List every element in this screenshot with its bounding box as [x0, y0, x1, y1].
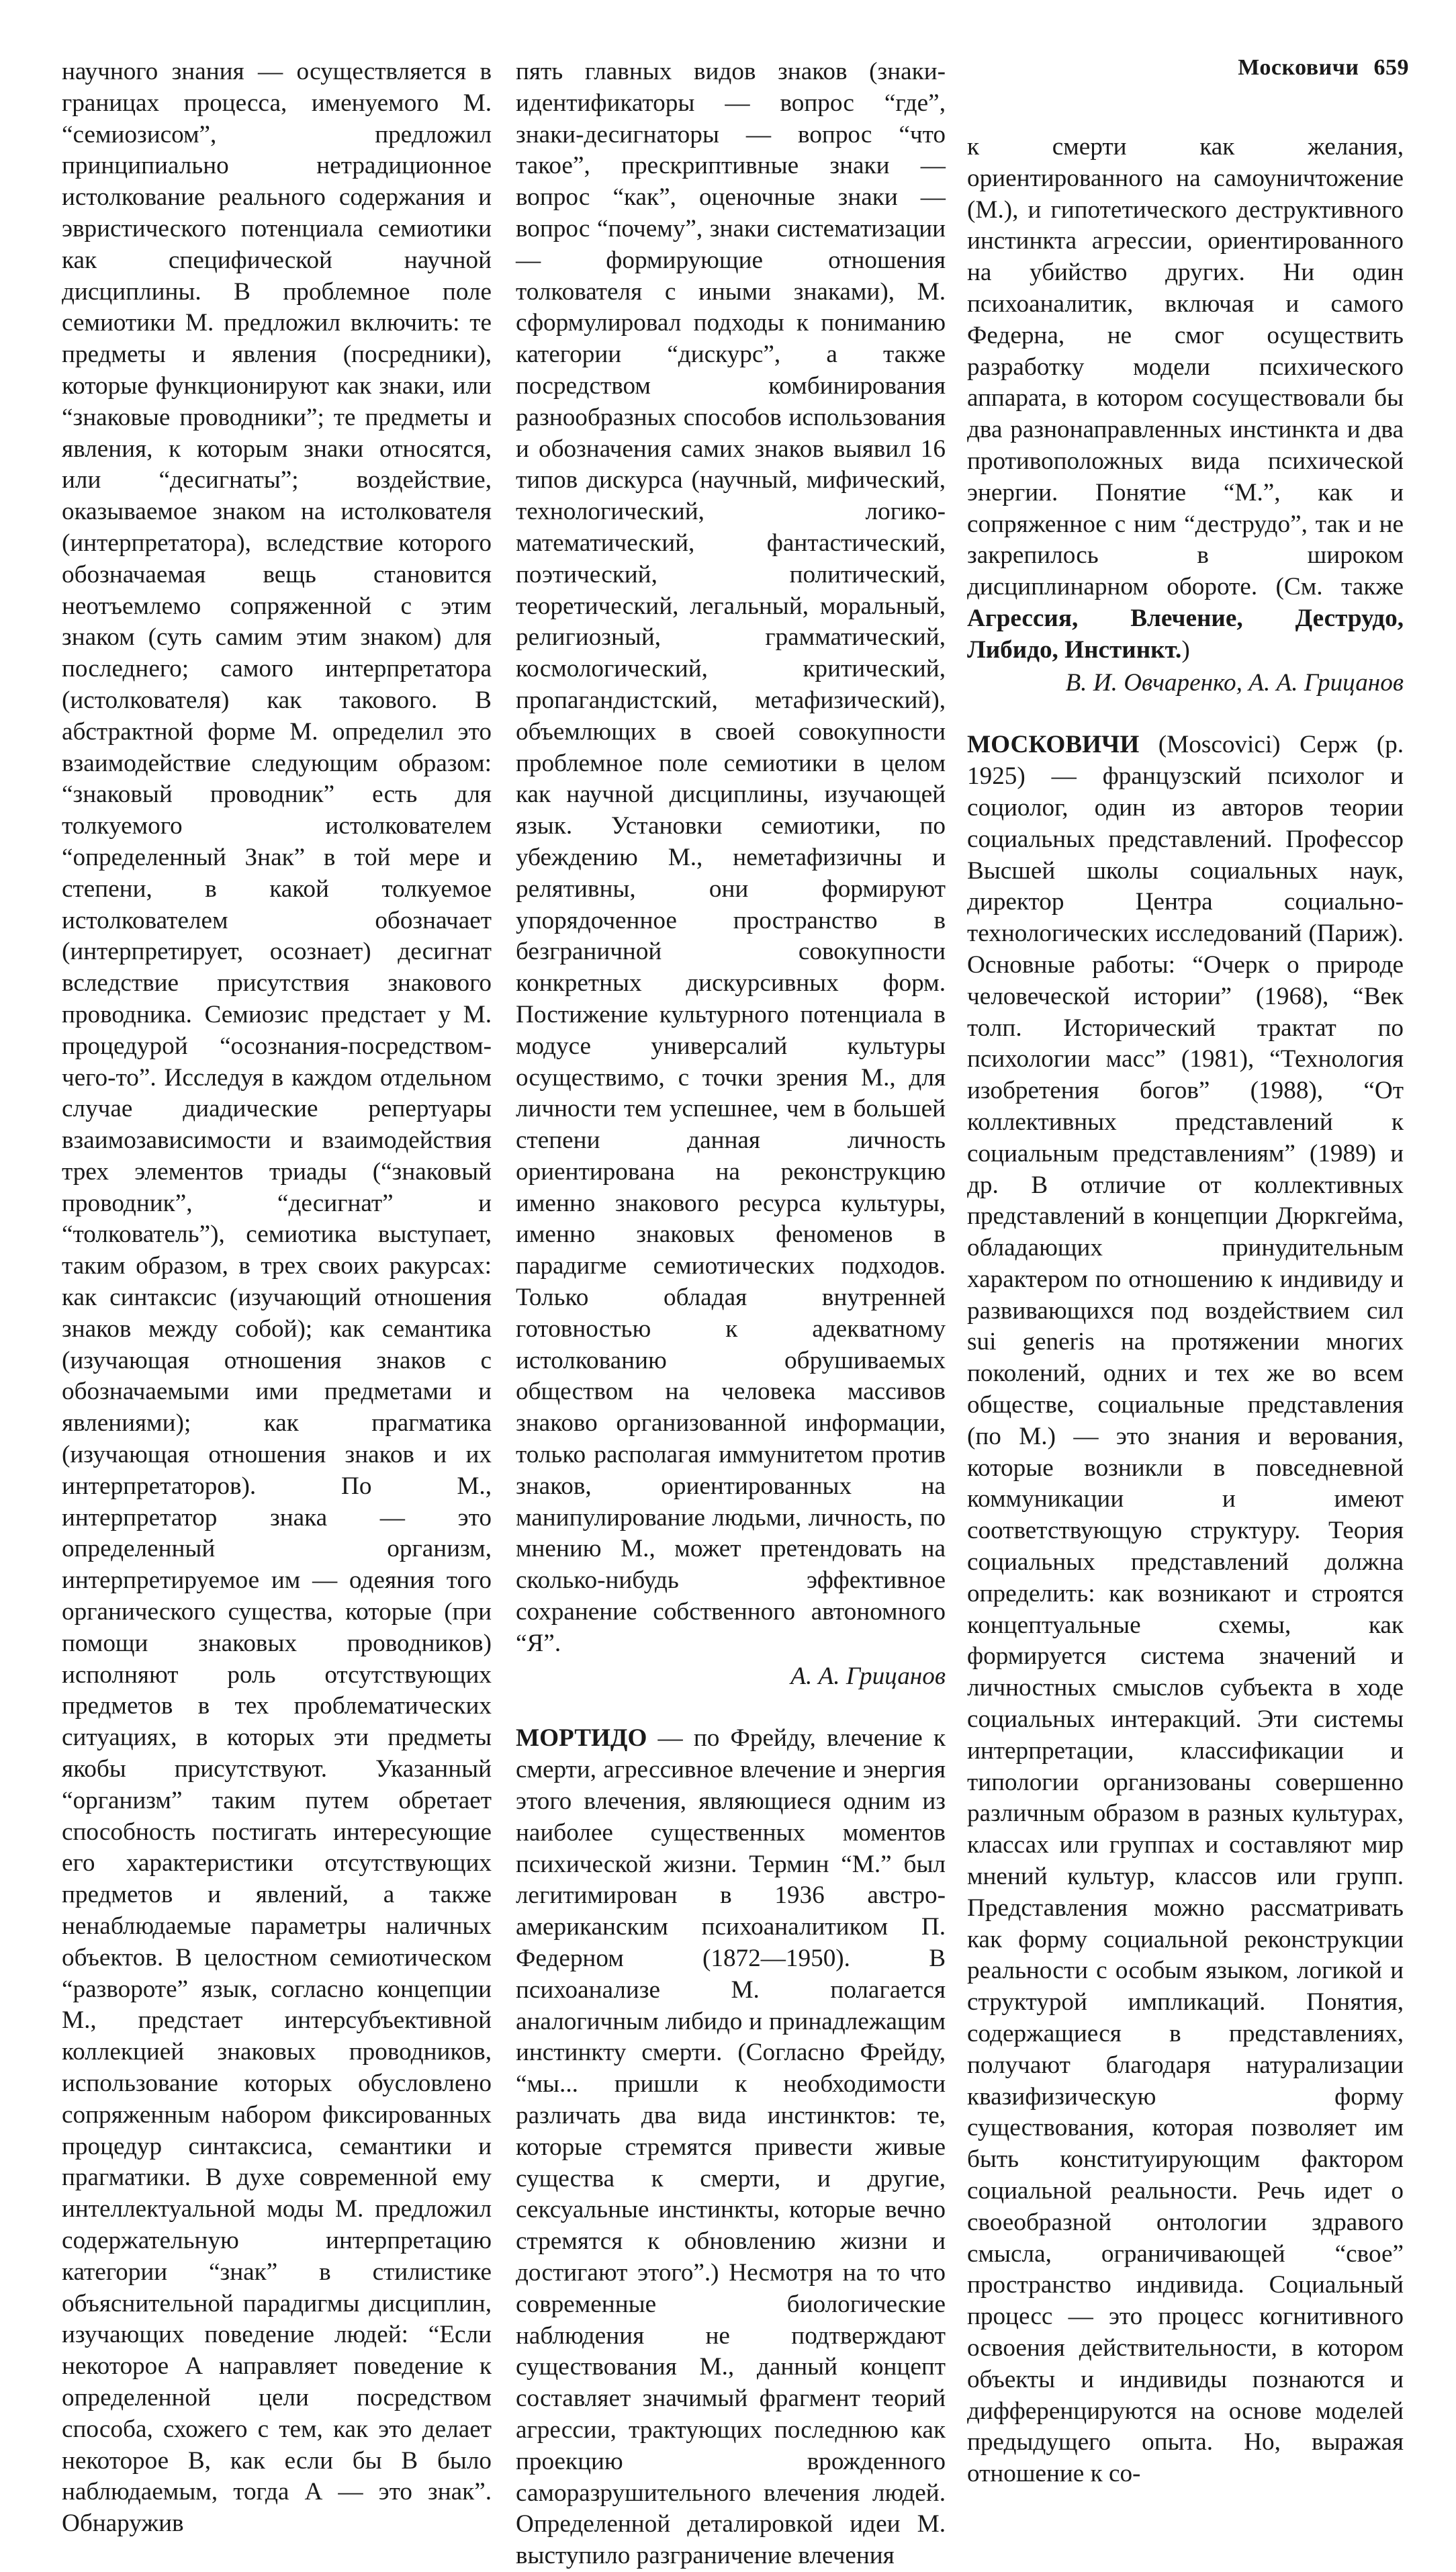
body-text-close: ): [1181, 635, 1190, 664]
column-2: [516, 56, 946, 2572]
cross-references: Агрессия, Влечение, Деструдо, Либидо, Инстинкт.: [967, 604, 1404, 664]
entry-term: МОРТИДО: [516, 1724, 647, 1753]
page-number: 659: [1373, 55, 1409, 80]
running-header: [1238, 55, 1409, 81]
body-text: пять главных видов знаков (знаки-идентификаторы — вопрос “где”, знаки-десигнаторы — вопрос “что такое”, прескриптивные знаки — вопрос “как”, оценочные знаки — вопрос “почему”, знаки систематизации — формирующие отношения толкователя с иными знаками), М. сформулировал подходы к пониманию категории “дискурс”, а также посредством комбинирования разнообразных способов использования и обозначения самих знаков выявил 16 типов дискурса (научный, мифический, технологический, логико-математический, фантастический, поэтический, политический, теоретический, легальный, моральный, религиозный, грамматический, космологический, критический, пропагандистский, метафизический), объемлющих в своей совокупности проблемное поле семиотики в целом как научной дисциплины, изучающей язык. Установки семиотики, по убеждению М., неметафизичны и релятивны, они формируют упорядоченное пространство в безграничной совокупности конкретных дискурсивных форм. Постижение культурного потенциала в модусе универсалий культуры осуществимо, с точки зрения М., для личности тем успешнее, чем в большей степени данная личность ориентирована на реконструкцию именно знакового ресурса культуры, именно знаковых феноменов в парадигме семиотических подходов. Только обладая внутренней готовностью к адекватному истолкованию обрушиваемых обществом на человека массивов знаково организованной информации, только располагая иммунитетом против знаков, ориентированных на манипулирование людьми, личность, по мнению М., может претендовать на сколько-нибудь эффективное сохранение собственного автономного “Я”.: [516, 58, 946, 1657]
article-author: А. А. Грицанов: [790, 1662, 946, 1690]
entry-mortido: [516, 1723, 946, 2572]
entry-term: МОСКОВИЧИ: [967, 731, 1140, 759]
header-title: Московичи: [1238, 55, 1359, 80]
entry-text: — по Фрейду, влечение к смерти, агрессивное влечение и энергия этого влечения, являющиеся одним из наиболее существенных моментов психической жизни. Термин “М.” был легитимирован в 1936 австро-американским психоаналитиком П. Федерном (1872—1950). В психоанализе М. полагается аналогичным либидо и принадлежащим инстинкту смерти. (Согласно Фрейду, “мы... пришли к необходимости различать два вида инстинктов: те, которые стремятся привести живые существа к смерти, и другие, сексуальные инстинкты, которые вечно стремятся к обновлению жизни и достигают этого”.) Несмотря на то что современные биологические наблюдения не подтверждают существования М., данный концепт составляет значимый фрагмент теорий агрессии, трактующих последнюю как проекцию врожденного саморазрушительного влечения людей. Определенной деталировкой идеи М. выступило разграничение влечения: [516, 1724, 946, 2570]
entry-text: (Moscovici) Серж (р. 1925) — французский психолог и социолог, один из авторов теории социальных представлений. Профессор Высшей школы социальных наук, директор Центра социально-технологических исследований (Париж). Основные работы: “Очерк о природе человеческой истории” (1968), “Век толп. Исторический трактат по психологии масс” (1981), “Технология изобретения богов” (1988), “От коллективных представлений к социальным представлениям” (1989) и др. В отличие от коллективных представлений в концепции Дюркгейма, обладающих принудительным характером по отношению к индивиду и развивающихся под воздействием сил sui generis на протяжении многих поколений, одних и тех же во всем обществе, социальные представления (по М.) — это знания и верования, которые возникли в повседневной коммуникации и имеют соответствующую структуру. Теория социальных представлений должна определить: как возникают и строятся концептуальные схемы, как формируется система значений и личностных смыслов субъекта в ходе социальных интеракций. Эти системы интерпретации, классификации и типологии организованы совершенно различным образом в разных культурах, классах или группах и составляют мир мнений культур, классов или групп. Представления можно рассматривать как форму социальной реконструкции реальности с особым языком, логикой и структурой импликаций. Понятия, содержащиеся в представлениях, получают благодаря натурализации квазифизическую форму существования, которая позволяет им быть конституирующим фактором социальной реальности. Речь идет о своеобразной онтологии здравого смысла, ограничивающей “свое” пространство индивида. Социальный процесс — это процесс когнитивного освоения действительности, в котором объекты и индивиды познаются и дифференцируются на основе моделей предыдущего опыта. Но, выражая отношение к со-: [967, 731, 1404, 2488]
body-text: научного знания — осуществляется в границах процесса, именуемого М. “семиозисом”, предложил принципиально нетрадиционное истолкование реального содержания и эвристического потенциала семиотики как специфической научной дисциплины. В проблемное поле семиотики М. предложил включить: те предметы и явления (посредники), которые функционируют как знаки, или “знаковые проводники”; те предметы и явления, к которым знаки относятся, или “десигнаты”; воздействие, оказываемое знаком на истолкователя (интерпретатора), вследствие которого обозначаемая вещь становится неотъемлемо сопряженной с этим знаком (суть самим этим знаком) для последнего; самого интерпретатора (истолкователя) как такового. В абстрактной форме М. определил это взаимодействие следующим образом: “знаковый проводник” есть для толкуемого истолкователем “определенный Знак” в той мере и степени, в какой толкуемое истолкователем обозначает (интерпретирует, осознает) десигнат вследствие присутствия знакового проводника. Семиозис предстает у М. процедурой “осознания-посредством-чего-то”. Исследуя в каждом отдельном случае диадические репертуары взаимозависимости и взаимодействия трех элементов триады (“знаковый проводник”, “десигнат” и “толкователь”), семиотика выступает, таким образом, в трех своих ракурсах: как синтаксис (изучающий отношения знаков между собой); как семантика (изучающая отношения знаков с обозначаемыми ими предметами и явлениями); как прагматика (изучающая отношения знаков и их интерпретаторов). По М., интерпретатор знака — это определенный организм, интерпретируемое им — одеяния того органического существа, которые (при помощи знаковых проводников) исполняют роль отсутствующих предметов в тех проблематических ситуациях, в которых эти предметы якобы присутствуют. Указанный “организм” таким путем обретает способность постигать интересующие его характеристики отсутствующих предметов и явлений, а также ненаблюдаемые параметры наличных объектов. В целостном семиотическом “развороте” язык, согласно концепции М., предстает интерсубъективной коллекцией знаковых проводников, использование которых обусловлено сопряженным набором фиксированных процедур синтаксиса, семантики и прагматики. В духе современной ему интеллектуальной моды М. предложил содержательную интерпретацию категории “знак” в стилистике объяснительной парадигмы дисциплин, изучающих поведение людей: “Если некоторое А направляет поведение к определенной цели посредством способа, схожего с тем, как это делает некоторое В, как если бы В было наблюдаемым, тогда А — это знак”. Обнаружив: [62, 58, 492, 2538]
column-3: [967, 132, 1404, 2490]
body-text-part: к смерти как желания, ориентированного на самоуничтожение (М.), и гипотетического деструктивного инстинкта агрессии, ориентированного на убийство других. Ни один психоаналитик, включая и самого Федерна, не смог осуществить разработку модели психического аппарата, в котором сосуществовали бы два разнонаправленных инстинкта и два противоположных вида психической энергии. Понятие “М.”, как и сопряженное с ним “деструдо”, так и не закрепилось в широком дисциплинарном обороте. (См. также: [967, 133, 1404, 601]
article-author: В. И. Овчаренко, А. А. Грицанов: [1065, 668, 1404, 697]
column-1: [62, 56, 492, 2540]
entry-moskovichi: [967, 729, 1404, 2490]
body-text: [967, 132, 1404, 666]
